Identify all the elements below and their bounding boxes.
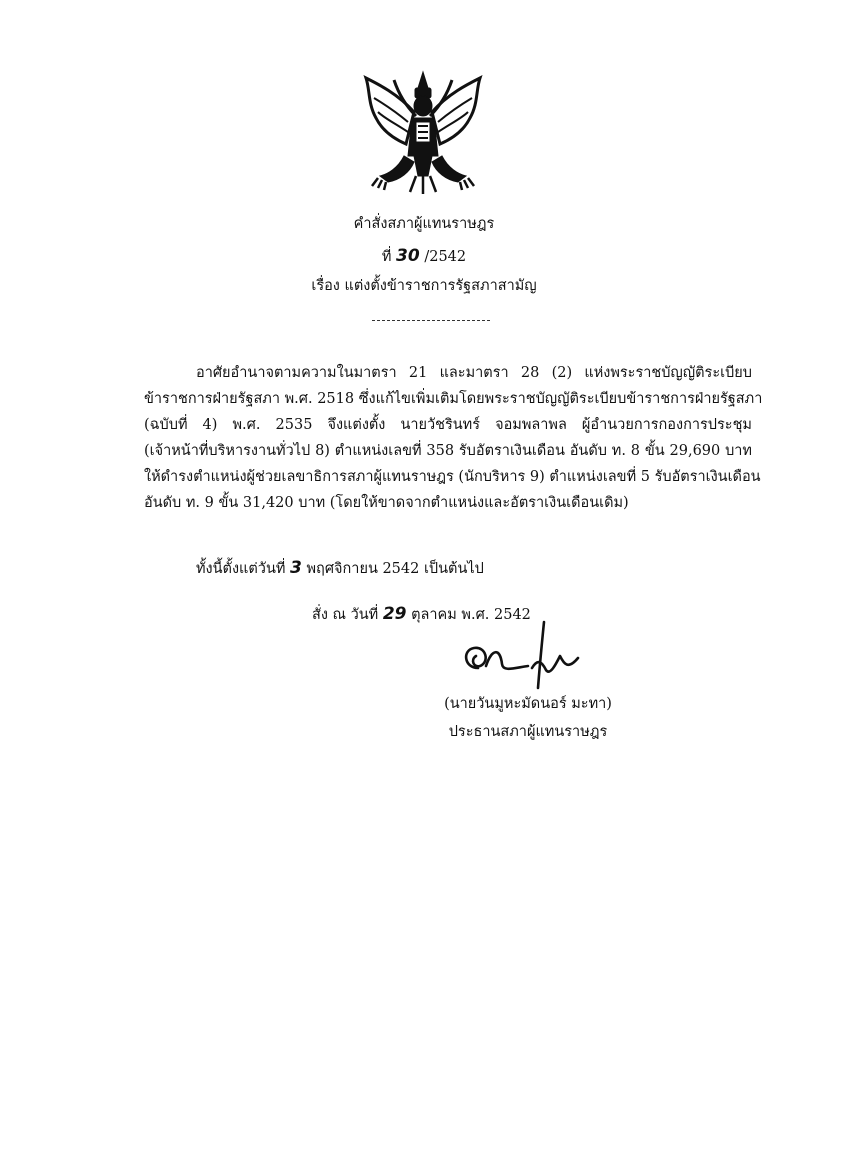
signer-title: ประธานสภาผู้แทนราษฎร — [448, 724, 608, 740]
garuda-emblem-icon — [358, 64, 488, 199]
order-number-line — [274, 246, 574, 267]
order-date-prefix: สั่ง ณ วันที่ — [312, 607, 379, 623]
effective-date-prefix: ทั้งนี้ตั้งแต่วันที่ — [196, 561, 286, 577]
body-line-5: ให้ดำรงตำแหน่งผู้ช่วยเลขาธิการสภาผู้แทนราษฎร (นักบริหาร 9) ตำแหน่งเลขที่ 5 รับอัตราเงินเดือน — [144, 469, 761, 485]
body-line-3: (ฉบับที่ 4) พ.ศ. 2535 จึงแต่งตั้ง นายวัชรินทร์ จอมพลาพล ผู้อำนวยการกองการประชุม — [144, 417, 752, 433]
effective-date-day: 3 — [290, 558, 302, 578]
order-number-year: /2542 — [424, 249, 467, 265]
body-line-2: ข้าราชการฝ่ายรัฐสภา พ.ศ. 2518 ซึ่งแก้ไขเพิ่มเติมโดยพระราชบัญญัติระเบียบข้าราชการฝ่ายรัฐสภา — [144, 391, 763, 407]
body-line-4: (เจ้าหน้าที่บริหารงานทั่วไป 8) ตำแหน่งเลขที่ 358 รับอัตราเงินเดือน อันดับ ท. 8 ขั้น 29,690 บาท — [144, 443, 752, 459]
order-number-prefix: ที่ — [381, 249, 392, 265]
effective-date-line — [196, 558, 484, 579]
order-date-suffix: ตุลาคม พ.ศ. 2542 — [411, 607, 531, 623]
body-line-6: อันดับ ท. 9 ขั้น 31,420 บาท (โดยให้ขาดจากตำแหน่งและอัตราเงินเดือนเดิม) — [144, 495, 629, 511]
order-number-handwritten: 30 — [396, 246, 420, 266]
body-line-1: อาศัยอำนาจตามความในมาตรา 21 และมาตรา 28 (2) แห่งพระราชบัญญัติระเบียบ — [196, 365, 752, 381]
separator-line — [372, 320, 490, 321]
signer-name: (นายวันมูหะมัดนอร์ มะทา) — [444, 696, 612, 712]
handwritten-signature — [456, 618, 596, 690]
order-date-day: 29 — [382, 604, 407, 624]
order-title: คำสั่งสภาผู้แทนราษฎร — [353, 216, 495, 232]
order-subject: เรื่อง แต่งตั้งข้าราชการรัฐสภาสามัญ — [311, 278, 537, 294]
order-body-paragraph — [144, 360, 763, 516]
effective-date-suffix: พฤศจิกายน 2542 เป็นต้นไป — [306, 561, 484, 577]
